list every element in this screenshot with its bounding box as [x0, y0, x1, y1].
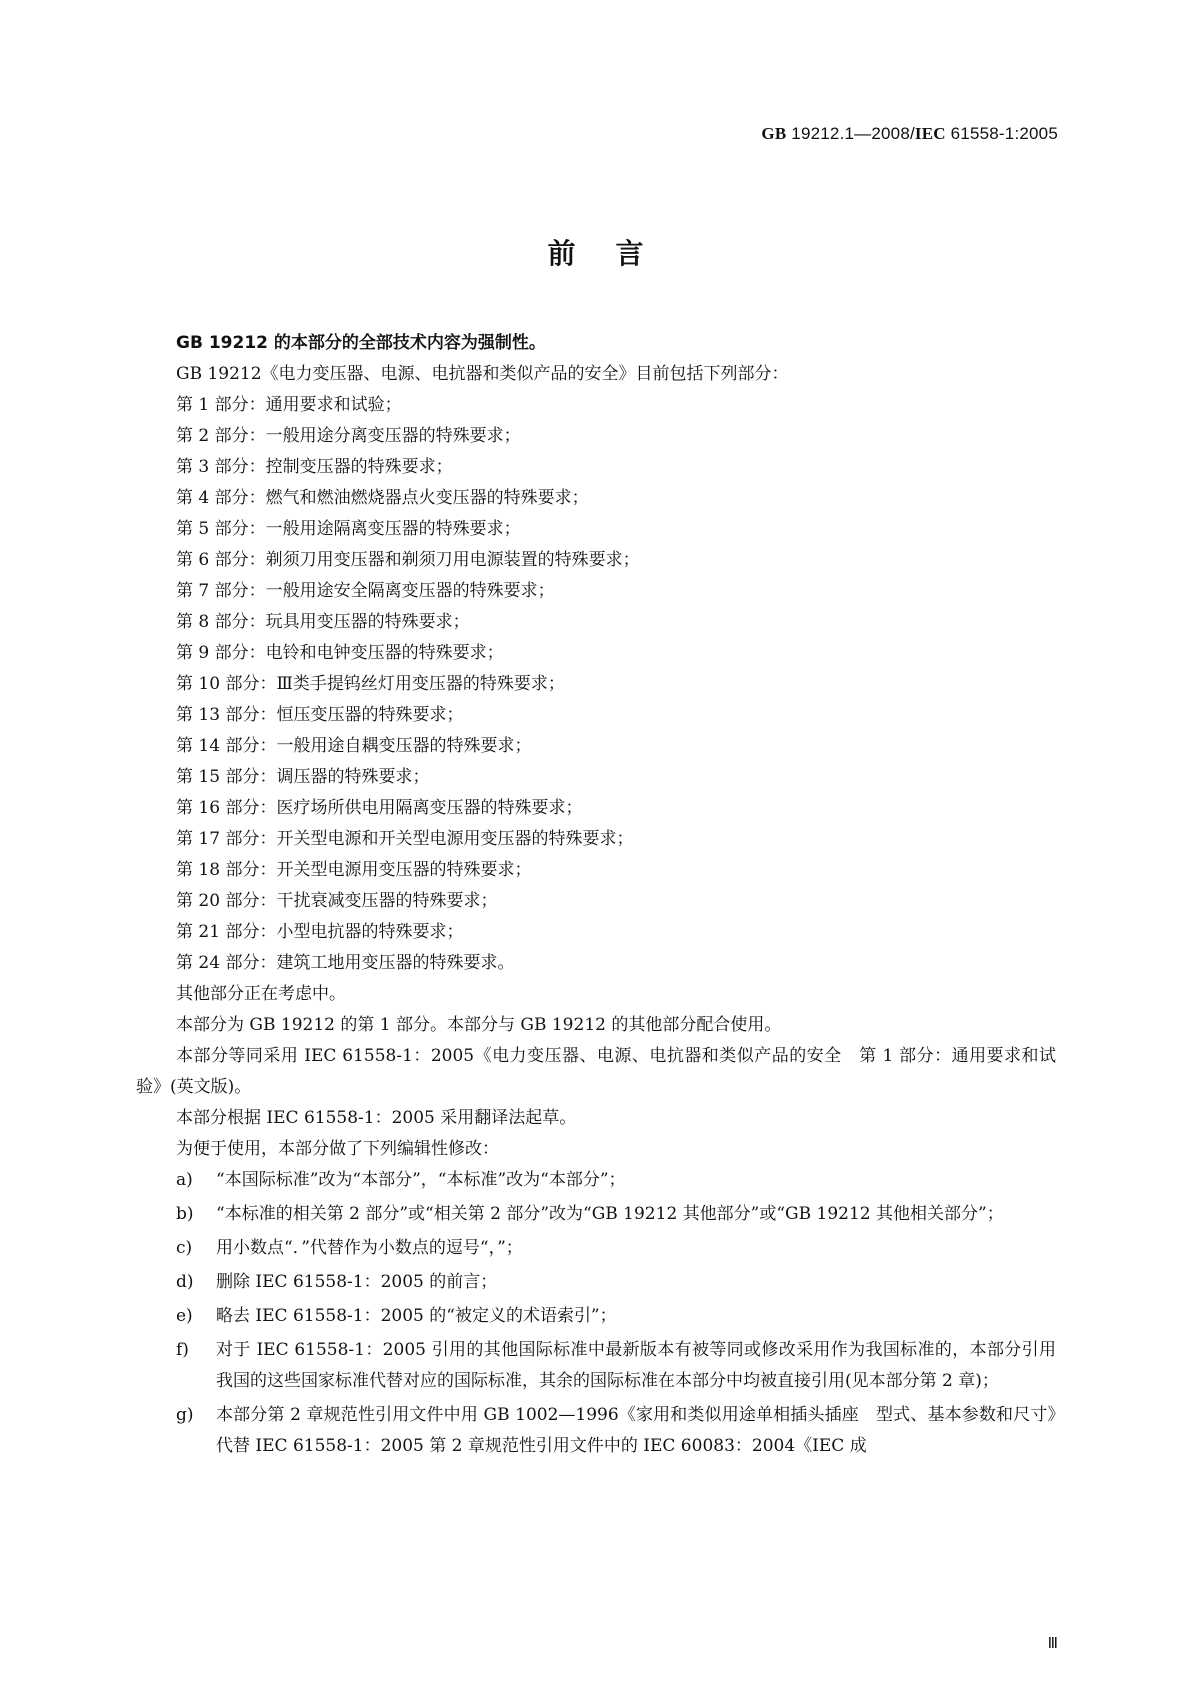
code-gb: GB	[761, 124, 787, 143]
code-number: 19212.1—2008/	[786, 124, 915, 143]
parts-intro: GB 19212《电力变压器、电源、电抗器和类似产品的安全》目前包括下列部分：	[176, 364, 789, 384]
list-marker: c)	[176, 1238, 193, 1258]
adoption-paragraph: 本部分等同采用 IEC 61558-1：2005《电力变压器、电源、电抗器和类似产品的安全 第 1 部分：通用要求和试验》(英文版)。	[136, 1046, 1056, 1097]
list-item: 第 5 部分：一般用途隔离变压器的特殊要求；	[176, 519, 521, 539]
list-item: 第 24 部分：建筑工地用变压器的特殊要求。	[176, 953, 515, 973]
list-item: 第 3 部分：控制变压器的特殊要求；	[176, 457, 453, 477]
list-item: 第 20 部分：干扰衰减变压器的特殊要求；	[176, 891, 498, 911]
list-item-text: 对于 IEC 61558-1：2005 引用的其他国际标准中最新版本有被等同或修改采用作为我国标准的，本部分引用我国的这些国家标准代替对应的国际标准，其余的国际标准在本部分中均被直接引用(见本部分第 2 章)；	[216, 1340, 1056, 1391]
list-item: 第 17 部分：开关型电源和开关型电源用变压器的特殊要求；	[176, 829, 634, 849]
list-marker: f)	[176, 1340, 189, 1360]
list-item: 第 4 部分：燃气和燃油燃烧器点火变压器的特殊要求；	[176, 488, 589, 508]
edits-list	[136, 1165, 1056, 1462]
list-item	[136, 1165, 1056, 1196]
list-item: 第 18 部分：开关型电源用变压器的特殊要求；	[176, 860, 532, 880]
list-item: 第 9 部分：电铃和电钟变压器的特殊要求；	[176, 643, 504, 663]
list-item: 第 10 部分：Ⅲ类手提钨丝灯用变压器的特殊要求；	[176, 674, 565, 694]
list-item: 第 7 部分：一般用途安全隔离变压器的特殊要求；	[176, 581, 555, 601]
drafting-method-paragraph: 本部分根据 IEC 61558-1：2005 采用翻译法起草。	[176, 1108, 577, 1128]
list-item	[136, 1335, 1056, 1397]
standard-code-header	[761, 124, 1058, 144]
page-title: 前言	[547, 237, 684, 270]
foreword-body	[136, 328, 1056, 1462]
list-item	[136, 1400, 1056, 1462]
list-item-text: “本标准的相关第 2 部分”或“相关第 2 部分”改为“GB 19212 其他部分”或“GB 19212 其他相关部分”；	[216, 1204, 1004, 1224]
list-item: 第 2 部分：一般用途分离变压器的特殊要求；	[176, 426, 521, 446]
list-item	[136, 1233, 1056, 1264]
list-item: 第 6 部分：剃须刀用变压器和剃须刀用电源装置的特殊要求；	[176, 550, 640, 570]
code-iec: IEC	[914, 124, 946, 143]
list-item-text: 删除 IEC 61558-1：2005 的前言；	[216, 1272, 498, 1292]
list-marker: b)	[176, 1204, 194, 1224]
list-item: 第 21 部分：小型电抗器的特殊要求；	[176, 922, 464, 942]
list-marker: d)	[176, 1272, 194, 1292]
list-item	[136, 1199, 1056, 1230]
mandatory-statement: GB 19212 的本部分的全部技术内容为强制性。	[176, 333, 546, 353]
list-item	[136, 1301, 1056, 1332]
list-item: 第 13 部分：恒压变压器的特殊要求；	[176, 705, 464, 725]
other-parts-note: 其他部分正在考虑中。	[176, 984, 346, 1004]
list-item-text: 本部分第 2 章规范性引用文件中用 GB 1002—1996《家用和类似用途单相插头插座 型式、基本参数和尺寸》代替 IEC 61558-1：2005 第 2 章规范性引用文件中的 IEC 60083：2004《IEC 成	[216, 1405, 1056, 1456]
parts-list	[136, 390, 1056, 979]
list-marker: a)	[176, 1170, 193, 1190]
list-item: 第 8 部分：玩具用变压器的特殊要求；	[176, 612, 470, 632]
edits-intro: 为便于使用，本部分做了下列编辑性修改：	[176, 1139, 499, 1159]
code-iec-number: 61558-1:2005	[945, 124, 1058, 143]
part-relation-paragraph: 本部分为 GB 19212 的第 1 部分。本部分与 GB 19212 的其他部分配合使用。	[176, 1015, 782, 1035]
page-number: Ⅲ	[1047, 1636, 1058, 1652]
list-marker: e)	[176, 1306, 193, 1326]
list-item	[136, 1267, 1056, 1298]
list-marker: g)	[176, 1405, 194, 1425]
list-item: 第 16 部分：医疗场所供电用隔离变压器的特殊要求；	[176, 798, 583, 818]
list-item-text: 用小数点“．”代替作为小数点的逗号“，”；	[216, 1238, 523, 1258]
list-item: 第 15 部分：调压器的特殊要求；	[176, 767, 430, 787]
list-item: 第 14 部分：一般用途自耦变压器的特殊要求；	[176, 736, 532, 756]
list-item-text: 略去 IEC 61558-1：2005 的“被定义的术语索引”；	[216, 1306, 617, 1326]
list-item-text: “本国际标准”改为“本部分”，“本标准”改为“本部分”；	[216, 1170, 626, 1190]
list-item: 第 1 部分：通用要求和试验；	[176, 395, 402, 415]
